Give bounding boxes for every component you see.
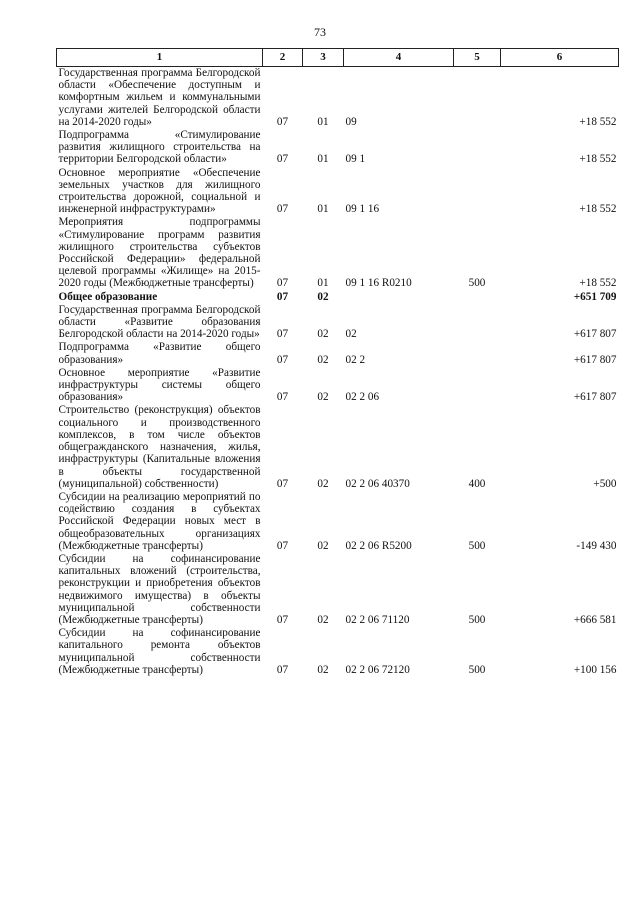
row-subsection: 02 [317,477,329,490]
row-expense-type [454,367,501,405]
row-section: 07 [276,391,289,404]
row-sum: +18 552 [579,153,617,166]
row-article: 09 1 [345,153,366,166]
row-article: 02 2 06 72120 [345,663,410,676]
table-row [57,341,619,366]
table-row [57,627,619,677]
column-header-1: 1 [57,49,263,67]
row-name: Субсидии на софинансирование капитального ремонта объектов муниципальной собственности (Межбюджетные трансферты) [58,627,261,676]
row-expense-type [454,167,501,217]
row-section: 07 [276,613,289,626]
row-article: 02 [345,328,357,341]
table-row [57,216,619,290]
row-name: Строительство (реконструкция) объектов социального и производственного комплексов, в том числе объектов общегражданского назначения, жилья, инфраструктуры (Капитальные вложения в объекты государственной (муниципальной) собственности) [58,404,261,490]
row-subsection: 01 [317,153,329,166]
row-sum: +500 [593,477,617,490]
row-section: 07 [276,290,289,303]
row-article: 09 1 16 R0210 [345,277,412,290]
row-section: 07 [276,539,289,552]
row-name: Государственная программа Белгородской области «Развитие образования Белгородской области на 2014-2020 годы» [58,303,261,341]
row-subsection: 01 [317,277,329,290]
table-row [57,304,619,342]
row-name: Основное мероприятие «Развитие инфраструктуры системы общего образования» [58,366,261,404]
row-expense-type [454,341,501,366]
row-subsection: 02 [317,290,329,303]
row-sum: +617 807 [573,328,617,341]
row-article: 09 [345,115,357,128]
row-expense-type [454,67,501,130]
row-sum: +18 552 [579,115,617,128]
row-name: Основное мероприятие «Обеспечение земельных участков для жилищного строительства дорожной, социальной и инженерной инфраструктурами» [58,166,261,216]
row-article: 02 2 06 [345,391,380,404]
row-expense-type: 500 [468,663,486,676]
row-expense-type [454,291,501,304]
row-name: Общее образование [58,290,158,303]
row-name: Субсидии на софинансирование капитальных вложений (строительства, реконструкции и приобретения объектов недвижимого имущества) в объекты муниципальной собственности (Межбюджетные трансферты) [58,552,261,626]
row-subsection: 02 [317,328,329,341]
row-subsection: 02 [317,663,329,676]
table-header-row [57,49,619,67]
row-name: Подпрограмма «Стимулирование развития жилищного строительства на территории Белгородской области» [58,129,261,166]
row-sum: +651 709 [573,290,617,303]
budget-table [56,48,619,677]
row-expense-type: 500 [468,277,486,290]
row-section: 07 [276,477,289,490]
row-section: 07 [276,353,289,366]
row-subsection: 02 [317,613,329,626]
column-header-5: 5 [454,49,501,67]
table-row [57,129,619,167]
row-sum: +100 156 [573,663,617,676]
row-name: Подпрограмма «Развитие общего образования» [58,341,261,366]
row-sum: +617 807 [573,391,617,404]
table-row [57,404,619,490]
row-name: Государственная программа Белгородской области «Обеспечение доступным и комфортным жильем и коммунальными услугами жителей Белгородской области на 2014-2020 годы» [58,67,261,128]
table-row [57,367,619,405]
row-article: 02 2 [345,353,366,366]
row-sum: +617 807 [573,353,617,366]
row-article: 02 2 06 71120 [345,613,410,626]
table-row [57,553,619,627]
row-expense-type: 500 [468,539,486,552]
row-sum: +18 552 [579,277,617,290]
table-row [57,167,619,217]
row-subsection: 01 [317,115,329,128]
row-subsection: 01 [317,203,329,216]
column-header-3: 3 [303,49,344,67]
row-article: 09 1 16 [345,203,380,216]
row-article: 02 2 06 40370 [345,477,410,490]
row-section: 07 [276,328,289,341]
page-number: 73 [314,25,326,39]
row-subsection: 02 [317,353,329,366]
column-header-4: 4 [344,49,454,67]
column-header-2: 2 [263,49,303,67]
row-sum: +666 581 [573,613,617,626]
column-header-6: 6 [501,49,619,67]
row-name: Субсидии на реализацию мероприятий по содействию создания в субъектах Российской Федерации новых мест в общеобразовательных организациях (Межбюджетные трансферты) [58,490,261,552]
row-article [344,291,454,304]
row-subsection: 02 [317,391,329,404]
row-section: 07 [276,663,289,676]
row-sum: +18 552 [579,203,617,216]
row-section: 07 [276,277,289,290]
row-subsection: 02 [317,539,329,552]
table-row [57,291,619,304]
row-section: 07 [276,115,289,128]
row-section: 07 [276,203,289,216]
row-section: 07 [276,153,289,166]
table-row [57,491,619,553]
row-expense-type: 400 [468,477,486,490]
row-expense-type [454,304,501,342]
row-expense-type [454,129,501,167]
row-expense-type: 500 [468,613,486,626]
row-article: 02 2 06 R5200 [345,539,412,552]
row-name: Мероприятия подпрограммы «Стимулирование программ развития жилищного строительства субъектов Российской Федерации» федеральной целевой программы «Жилище» на 2015-2020 годы (Межбюджетные трансферты) [58,216,261,290]
table-row [57,67,619,130]
row-sum: -149 430 [576,539,617,552]
